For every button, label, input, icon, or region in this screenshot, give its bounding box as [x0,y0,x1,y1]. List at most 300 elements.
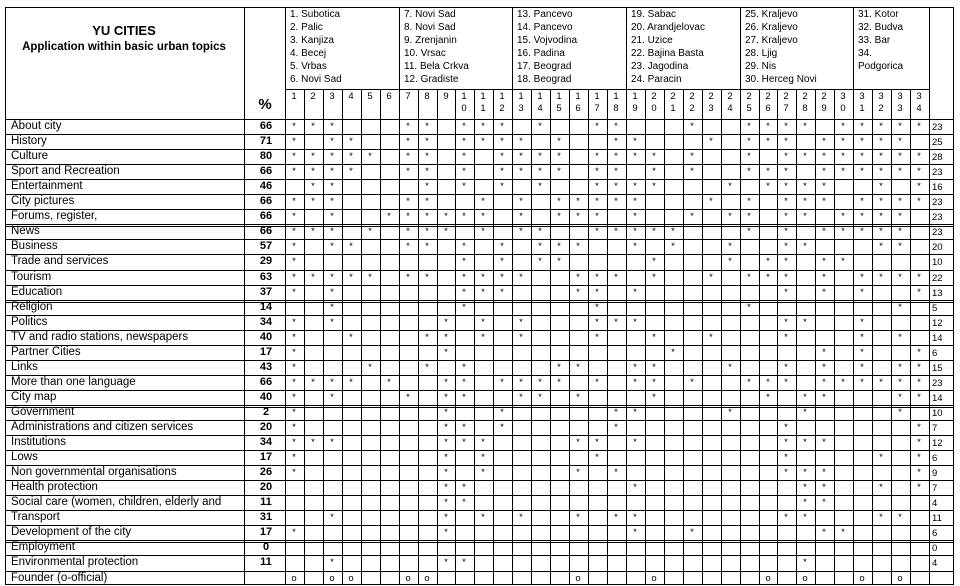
column-number: 2 [689,103,695,114]
topic-mark: * [860,332,864,343]
topic-mark: * [595,452,599,463]
topic-mark: * [898,166,902,177]
topic-mark: * [425,136,429,147]
topic-mark: * [633,512,637,523]
topic-mark: * [519,166,523,177]
topic-mark: * [633,317,637,328]
topic-mark: * [709,332,713,343]
topic-mark: * [330,241,334,252]
row-line [5,194,953,195]
row-label: Entertainment [11,180,83,192]
city-name: 1. Subotica [290,9,341,20]
topic-mark: * [557,136,561,147]
topic-mark: * [406,166,410,177]
topic-mark: * [803,512,807,523]
topic-mark: * [330,181,334,192]
row-percent: 57 [259,240,273,252]
topic-mark: * [311,377,315,388]
topic-mark: * [538,377,542,388]
row-total: 5 [932,303,938,314]
topic-mark: * [652,272,656,283]
topic-mark: * [462,422,466,433]
topic-mark: * [803,392,807,403]
row-label: Institutions [11,436,66,448]
column-number: 8 [424,91,430,102]
topic-mark: * [481,121,485,132]
topic-mark: * [444,377,448,388]
column-number: 1 [575,91,581,102]
column-number: 1 [480,103,486,114]
column-number: 4 [537,103,543,114]
official-mark: o [897,573,903,584]
topic-mark: * [898,151,902,162]
city-name: 6. Novi Sad [290,74,342,85]
column-number: 2 [499,103,505,114]
topic-mark: * [330,557,334,568]
row-total: 7 [932,423,938,434]
column-number: 3 [329,91,335,102]
topic-mark: * [519,317,523,328]
row-label: Tourism [11,271,52,283]
topic-mark: * [652,256,656,267]
topic-mark: * [444,407,448,418]
row-percent: 11 [260,556,272,568]
official-mark: o [765,573,771,584]
frame-top [5,7,953,8]
city-name: 8. Novi Sad [404,22,456,33]
row-percent: 17 [259,346,273,358]
topic-mark: * [387,211,391,222]
topic-mark: * [841,377,845,388]
topic-mark: * [747,196,751,207]
row-percent: 46 [259,180,273,192]
topic-mark: * [425,196,429,207]
column-number: 4 [348,91,354,102]
topic-mark: * [747,151,751,162]
column-number: 2 [746,91,752,102]
topic-mark: * [917,181,921,192]
topic-mark: * [633,226,637,237]
topic-mark: * [803,482,807,493]
topic-mark: * [898,407,902,418]
topic-mark: * [500,151,504,162]
section-break [5,302,953,303]
city-name: 3. Kanjiza [290,35,334,46]
row-percent: 66 [259,210,273,222]
topic-mark: * [444,527,448,538]
topic-mark: * [879,226,883,237]
topic-mark: * [652,166,656,177]
topic-mark: * [671,347,675,358]
topic-mark: * [917,151,921,162]
row-label: Trade and services [11,255,109,267]
topic-mark: * [633,136,637,147]
topic-mark: * [462,151,466,162]
topic-mark: * [406,196,410,207]
column-number: 1 [670,103,676,114]
topic-mark: * [784,512,788,523]
topic-mark: * [879,121,883,132]
city-name: 25. Kraljevo [745,9,798,20]
topic-mark: * [822,347,826,358]
topic-mark: * [595,302,599,313]
topic-mark: * [879,136,883,147]
topic-mark: * [330,121,334,132]
topic-mark: * [728,407,732,418]
topic-mark: * [803,407,807,418]
topic-mark: * [311,272,315,283]
topic-mark: * [784,196,788,207]
city-name: 31. Kotor [858,9,899,20]
topic-mark: * [841,211,845,222]
topic-mark: * [898,512,902,523]
topic-mark: * [462,287,466,298]
topic-mark: * [898,377,902,388]
topic-mark: * [879,482,883,493]
topic-mark: * [841,256,845,267]
row-line [5,149,953,150]
topic-mark: * [368,272,372,283]
row-line [5,555,953,556]
column-number: 1 [499,91,505,102]
topic-mark: * [425,121,429,132]
official-mark: o [802,573,808,584]
row-percent: 66 [259,195,273,207]
official-mark: o [575,573,581,584]
frame-right [953,7,954,585]
topic-mark: * [557,241,561,252]
topic-mark: * [803,241,807,252]
topic-mark: * [349,166,353,177]
topic-mark: * [652,392,656,403]
topic-mark: * [879,166,883,177]
topic-mark: * [766,136,770,147]
topic-mark: * [462,362,466,373]
row-total: 7 [932,483,938,494]
topic-mark: * [841,527,845,538]
topic-mark: * [879,512,883,523]
topic-mark: * [803,151,807,162]
topic-mark: * [500,136,504,147]
column-number: 7 [783,103,789,114]
topic-mark: * [633,527,637,538]
city-name: 9. Zrenjanin [404,35,457,46]
topic-mark: * [595,272,599,283]
topic-mark: * [879,181,883,192]
row-total: 10 [932,408,943,419]
row-label: Education [11,286,63,298]
topic-mark: * [784,181,788,192]
column-number: 3 [878,91,884,102]
topic-mark: * [368,226,372,237]
topic-mark: * [747,377,751,388]
topic-mark: * [766,377,770,388]
row-total: 9 [932,468,938,479]
city-name: 18. Beograd [517,74,572,85]
topic-mark: * [538,392,542,403]
topic-mark: * [898,392,902,403]
topic-mark: * [292,287,296,298]
topic-mark: * [784,287,788,298]
city-name: 12. Gradiste [404,74,459,85]
column-number: 4 [916,103,922,114]
topic-mark: * [784,437,788,448]
topic-mark: * [709,272,713,283]
topic-mark: * [690,151,694,162]
topic-mark: * [633,151,637,162]
row-label: Development of the city [11,526,132,538]
topic-mark: * [444,226,448,237]
topic-mark: * [917,392,921,403]
topic-mark: * [803,121,807,132]
column-number: 1 [556,91,562,102]
topic-mark: * [330,512,334,523]
city-name: 27. Kraljevo [745,35,798,46]
topic-mark: * [728,256,732,267]
topic-mark: * [462,497,466,508]
topic-mark: * [860,317,864,328]
column-number: 2 [708,91,714,102]
row-total: 10 [932,257,943,268]
topic-mark: * [349,151,353,162]
column-number: 3 [897,91,903,102]
row-percent: 17 [259,526,273,538]
topic-mark: * [444,437,448,448]
topic-mark: * [481,512,485,523]
frame-left [5,7,6,584]
topic-mark: * [860,377,864,388]
city-name: 13. Pancevo [517,9,573,20]
topic-mark: * [917,362,921,373]
topic-mark: * [557,256,561,267]
row-total: 6 [932,453,938,464]
official-mark: o [859,573,865,584]
topic-mark: * [822,151,826,162]
topic-mark: * [860,347,864,358]
topic-mark: * [462,241,466,252]
column-number: 0 [651,103,657,114]
row-label: Business [11,240,58,252]
city-name: 32. Budva [858,22,904,33]
topic-mark: * [330,211,334,222]
topic-mark: * [879,196,883,207]
topic-mark: * [822,181,826,192]
column-number: 9 [443,91,449,102]
topic-mark: * [595,211,599,222]
column-number: 2 [670,91,676,102]
topic-mark: * [747,136,751,147]
topic-mark: * [330,166,334,177]
topic-mark: * [803,181,807,192]
topic-mark: * [406,392,410,403]
topic-mark: * [784,317,788,328]
topic-mark: * [595,332,599,343]
row-total: 6 [932,528,938,539]
topic-mark: * [406,121,410,132]
topic-mark: * [425,181,429,192]
topic-mark: * [519,512,523,523]
topic-mark: * [406,151,410,162]
topic-mark: * [444,452,448,463]
topic-mark: * [444,482,448,493]
topic-mark: * [292,136,296,147]
row-label: Social care (women, children, elderly and [11,496,222,508]
topic-mark: * [349,377,353,388]
table-title: YU CITIES [92,23,156,38]
topic-mark: * [500,422,504,433]
row-label: City pictures [11,195,75,207]
topic-mark: * [784,272,788,283]
row-total: 23 [932,227,943,238]
topic-mark: * [462,482,466,493]
row-label: News [11,225,40,237]
row-total: 28 [932,152,943,163]
topic-mark: * [784,211,788,222]
topic-mark: * [406,241,410,252]
city-name: 10. Vrsac [404,48,446,59]
column-number: 3 [859,91,865,102]
topic-mark: * [898,332,902,343]
topic-mark: * [462,437,466,448]
topic-mark: * [652,362,656,373]
row-line [5,435,953,436]
row-line [5,390,953,391]
title-block [5,7,243,119]
topic-mark: * [784,422,788,433]
topic-mark: * [766,181,770,192]
topic-mark: * [728,241,732,252]
row-line [5,285,953,286]
topic-mark: * [481,136,485,147]
row-line [5,239,953,240]
topic-mark: * [671,241,675,252]
topic-mark: * [595,196,599,207]
row-total: 23 [932,212,943,223]
topic-mark: * [614,512,618,523]
column-number: 1 [537,91,543,102]
row-label: Sport and Recreation [11,165,120,177]
row-total: 23 [932,197,943,208]
topic-mark: * [917,287,921,298]
row-percent: 66 [259,225,273,237]
topic-mark: * [690,166,694,177]
topic-mark: * [898,226,902,237]
topic-mark: * [576,392,580,403]
topic-mark: * [841,166,845,177]
row-line [5,224,953,225]
topic-mark: * [292,211,296,222]
topic-mark: * [803,557,807,568]
topic-mark: * [633,377,637,388]
topic-mark: * [879,151,883,162]
topic-mark: * [444,497,448,508]
topic-mark: * [349,241,353,252]
topic-mark: * [860,226,864,237]
topic-mark: * [803,317,807,328]
row-line [5,360,953,361]
topic-mark: * [633,181,637,192]
topic-mark: * [538,256,542,267]
topic-mark: * [444,347,448,358]
topic-mark: * [614,121,618,132]
topic-mark: * [917,377,921,388]
row-percent: 26 [259,466,273,478]
topic-mark: * [330,437,334,448]
row-line [5,270,953,271]
topic-mark: * [822,272,826,283]
row-line [5,315,953,316]
topic-mark: * [444,557,448,568]
section-break [5,542,953,543]
column-number: 4 [727,103,733,114]
topic-mark: * [917,467,921,478]
city-name: 4. Becej [290,48,327,59]
topic-mark: * [292,332,296,343]
percent-column-header: % [258,96,272,113]
topic-mark: * [898,272,902,283]
column-number: 5 [367,91,373,102]
topic-mark: * [633,437,637,448]
topic-mark: * [917,196,921,207]
topic-mark: * [330,287,334,298]
row-percent: 34 [259,316,273,328]
row-label: Forums, register, [11,210,98,222]
row-line [5,450,953,451]
row-percent: 66 [259,376,273,388]
row-line [5,119,953,120]
topic-mark: * [633,362,637,373]
row-line [5,209,953,210]
row-total: 15 [932,363,943,374]
topic-mark: * [481,211,485,222]
topic-mark: * [652,151,656,162]
topic-mark: * [481,332,485,343]
topic-mark: * [595,287,599,298]
topic-mark: * [652,181,656,192]
topic-mark: * [898,211,902,222]
row-percent: 40 [259,331,273,343]
topic-mark: * [444,211,448,222]
column-number: 0 [840,103,846,114]
city-name: 26. Kraljevo [745,22,798,33]
row-label: Environmental protection [11,556,139,568]
column-number: 9 [821,103,827,114]
column-number: 7 [594,103,600,114]
topic-mark: * [614,151,618,162]
city-name: 30. Herceg Novi [745,74,817,85]
topic-mark: * [766,392,770,403]
topic-mark: * [898,302,902,313]
topic-mark: * [766,272,770,283]
row-total: 4 [932,498,938,509]
topic-mark: * [595,181,599,192]
row-total: 16 [932,182,943,193]
topic-mark: * [860,136,864,147]
row-label: More than one language [11,376,136,388]
official-mark: o [329,573,335,584]
row-total: 25 [932,137,943,148]
topic-mark: * [292,241,296,252]
topic-mark: * [917,121,921,132]
row-line [5,134,953,135]
row-percent: 20 [259,421,273,433]
official-mark: o [348,573,354,584]
topic-mark: * [898,196,902,207]
topic-mark: * [444,422,448,433]
topic-mark: * [462,256,466,267]
topic-mark: * [349,332,353,343]
column-number: 2 [310,91,316,102]
